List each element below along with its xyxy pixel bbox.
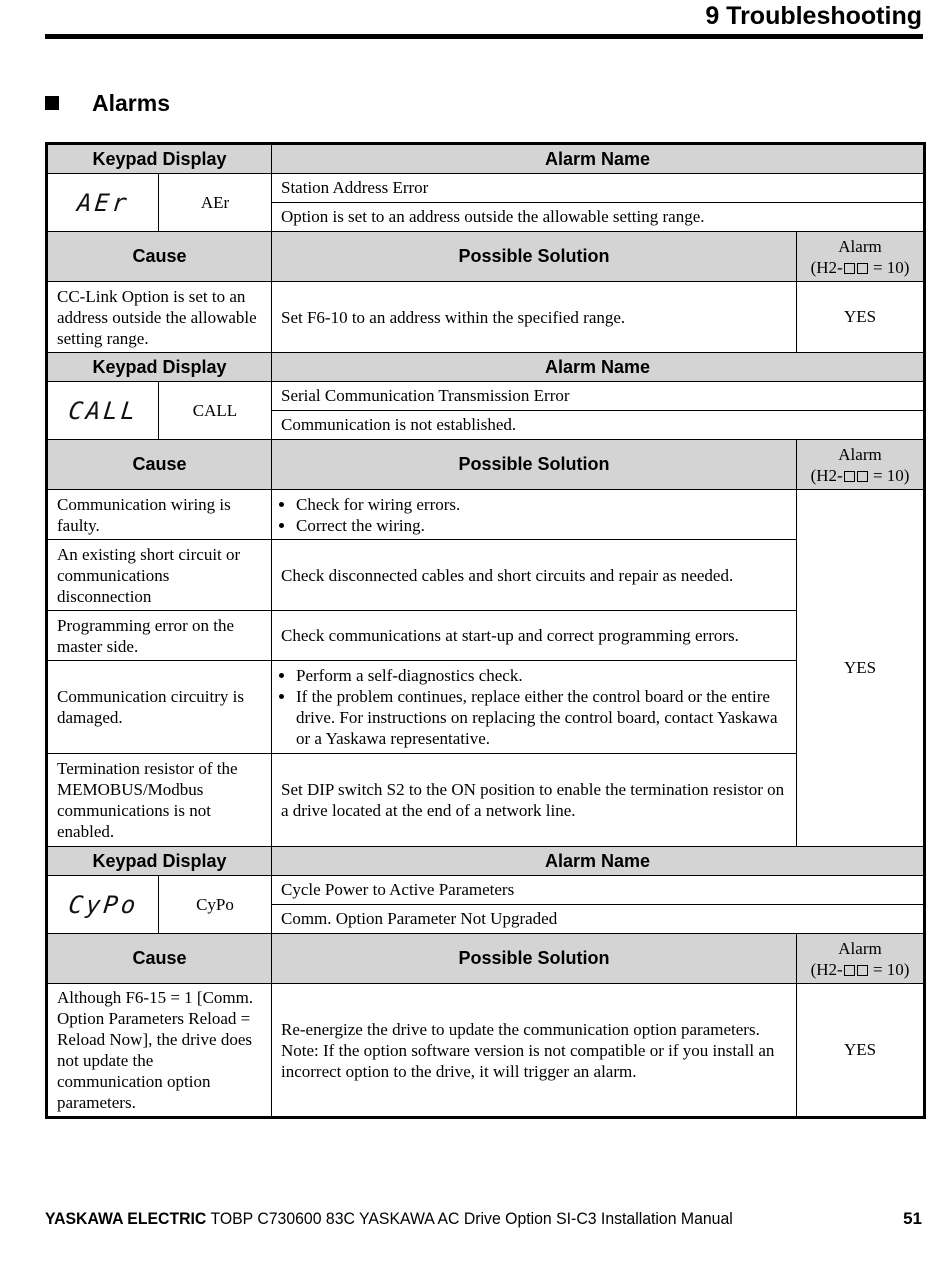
alarm-call-header-row bbox=[47, 353, 925, 382]
table-row bbox=[47, 282, 925, 353]
cause-cell: Although F6-15 = 1 [Comm. Option Parameters Reload = Reload Now], the drive does not update the communication option parameters. bbox=[47, 984, 272, 1118]
alarm-aer-header-row bbox=[47, 144, 925, 174]
table-row bbox=[47, 540, 925, 611]
section-title: Alarms bbox=[92, 90, 170, 116]
solution-cell: Check communications at start-up and correct programming errors. bbox=[272, 611, 797, 661]
solution-cell bbox=[272, 984, 797, 1118]
solution-cell bbox=[272, 661, 797, 754]
chapter-title: 9 Troubleshooting bbox=[705, 2, 922, 30]
alarm-h2-suffix: = 10) bbox=[872, 257, 910, 277]
page-number: 51 bbox=[903, 1209, 922, 1228]
alarm-name: Serial Communication Transmission Error bbox=[272, 382, 925, 411]
digit-box-icon bbox=[857, 471, 868, 482]
alarm-name: Cycle Power to Active Parameters bbox=[272, 876, 925, 905]
section-bullet-icon bbox=[45, 96, 59, 110]
footer-doc-title: TOBP C730600 83C YASKAWA AC Drive Option SI-C3 Installation Manual bbox=[210, 1209, 733, 1228]
alarm-code: CyPo bbox=[159, 876, 272, 934]
possible-solution-header: Possible Solution bbox=[272, 934, 797, 984]
possible-solution-header: Possible Solution bbox=[272, 232, 797, 282]
alarm-h2-header bbox=[797, 440, 925, 490]
alarm-h2-suffix: = 10) bbox=[872, 959, 910, 979]
alarm-name-header: Alarm Name bbox=[272, 847, 925, 876]
lcd-display: CALL bbox=[43, 382, 161, 440]
solution-cell: Set DIP switch S2 to the ON position to enable the termination resistor on a drive located at the end of a network line. bbox=[272, 754, 797, 847]
digit-box-icon bbox=[844, 471, 855, 482]
alarm-code: AEr bbox=[159, 174, 272, 232]
table-row bbox=[47, 611, 925, 661]
alarm-h2-prefix: (H2- bbox=[810, 465, 843, 485]
footer-document-info bbox=[45, 1208, 733, 1230]
table-row bbox=[47, 754, 925, 847]
list-item: • Perform a self-diagnostics check. bbox=[296, 665, 787, 686]
table-row bbox=[47, 984, 925, 1118]
cause-cell: An existing short circuit or communications disconnection bbox=[47, 540, 272, 611]
lcd-display: AEr bbox=[43, 174, 161, 232]
solution-note: Note: If the option software version is not compatible or if you install an incorrect option to the drive, it will trigger an alarm. bbox=[281, 1040, 775, 1081]
lcd-display: CyPo bbox=[43, 876, 161, 934]
alarm-h2-prefix: (H2- bbox=[810, 257, 843, 277]
alarm-description: Communication is not established. bbox=[272, 411, 925, 440]
digit-box-icon bbox=[857, 263, 868, 274]
cause-cell: Termination resistor of the MEMOBUS/Modbus communications is not enabled. bbox=[47, 754, 272, 847]
table-row bbox=[47, 661, 925, 754]
solution-list bbox=[281, 494, 787, 536]
solution-cell: Set F6-10 to an address within the specified range. bbox=[272, 282, 797, 353]
digit-box-icon bbox=[844, 965, 855, 976]
alarm-h2-prefix: (H2- bbox=[810, 959, 843, 979]
cause-cell: CC-Link Option is set to an address outside the allowable setting range. bbox=[47, 282, 272, 353]
alarm-value: YES bbox=[797, 282, 925, 353]
keypad-display-header: Keypad Display bbox=[47, 144, 272, 174]
alarm-value: YES bbox=[797, 490, 925, 847]
cause-cell: Communication circuitry is damaged. bbox=[47, 661, 272, 754]
cause-header: Cause bbox=[47, 232, 272, 282]
solution-text: Re-energize the drive to update the communication option parameters. bbox=[281, 1019, 760, 1039]
keypad-display-header: Keypad Display bbox=[47, 847, 272, 876]
cause-cell: Communication wiring is faulty. bbox=[47, 490, 272, 540]
alarm-description: Option is set to an address outside the allowable setting range. bbox=[272, 203, 925, 232]
solution-cell bbox=[272, 490, 797, 540]
alarm-h2-label: Alarm bbox=[838, 444, 882, 464]
alarm-value: YES bbox=[797, 984, 925, 1118]
list-item: • Correct the wiring. bbox=[296, 515, 787, 536]
cause-cell: Programming error on the master side. bbox=[47, 611, 272, 661]
list-item: • If the problem continues, replace either the control board or the entire drive. For instructions on replacing the control board, contact Yaskawa or a Yaskawa representative. bbox=[296, 686, 787, 749]
alarm-h2-suffix: = 10) bbox=[872, 465, 910, 485]
keypad-display-header: Keypad Display bbox=[47, 353, 272, 382]
cause-header-row bbox=[47, 934, 925, 984]
alarm-h2-label: Alarm bbox=[838, 938, 882, 958]
alarm-name: Station Address Error bbox=[272, 174, 925, 203]
alarm-name-header: Alarm Name bbox=[272, 353, 925, 382]
alarm-description: Comm. Option Parameter Not Upgraded bbox=[272, 905, 925, 934]
alarm-h2-header bbox=[797, 934, 925, 984]
table-row bbox=[47, 490, 925, 540]
cause-header: Cause bbox=[47, 934, 272, 984]
digit-box-icon bbox=[857, 965, 868, 976]
footer-brand: YASKAWA ELECTRIC bbox=[45, 1209, 207, 1228]
alarm-h2-header bbox=[797, 232, 925, 282]
header-rule bbox=[45, 34, 923, 39]
digit-box-icon bbox=[844, 263, 855, 274]
cause-header-row bbox=[47, 440, 925, 490]
alarm-cypo-header-row bbox=[47, 847, 925, 876]
alarms-table bbox=[45, 142, 926, 1119]
solution-cell: Check disconnected cables and short circuits and repair as needed. bbox=[272, 540, 797, 611]
alarm-code: CALL bbox=[159, 382, 272, 440]
list-item: • Check for wiring errors. bbox=[296, 494, 787, 515]
cause-header: Cause bbox=[47, 440, 272, 490]
solution-list bbox=[281, 665, 787, 749]
possible-solution-header: Possible Solution bbox=[272, 440, 797, 490]
alarm-name-header: Alarm Name bbox=[272, 144, 925, 174]
cause-header-row bbox=[47, 232, 925, 282]
alarm-h2-label: Alarm bbox=[838, 236, 882, 256]
